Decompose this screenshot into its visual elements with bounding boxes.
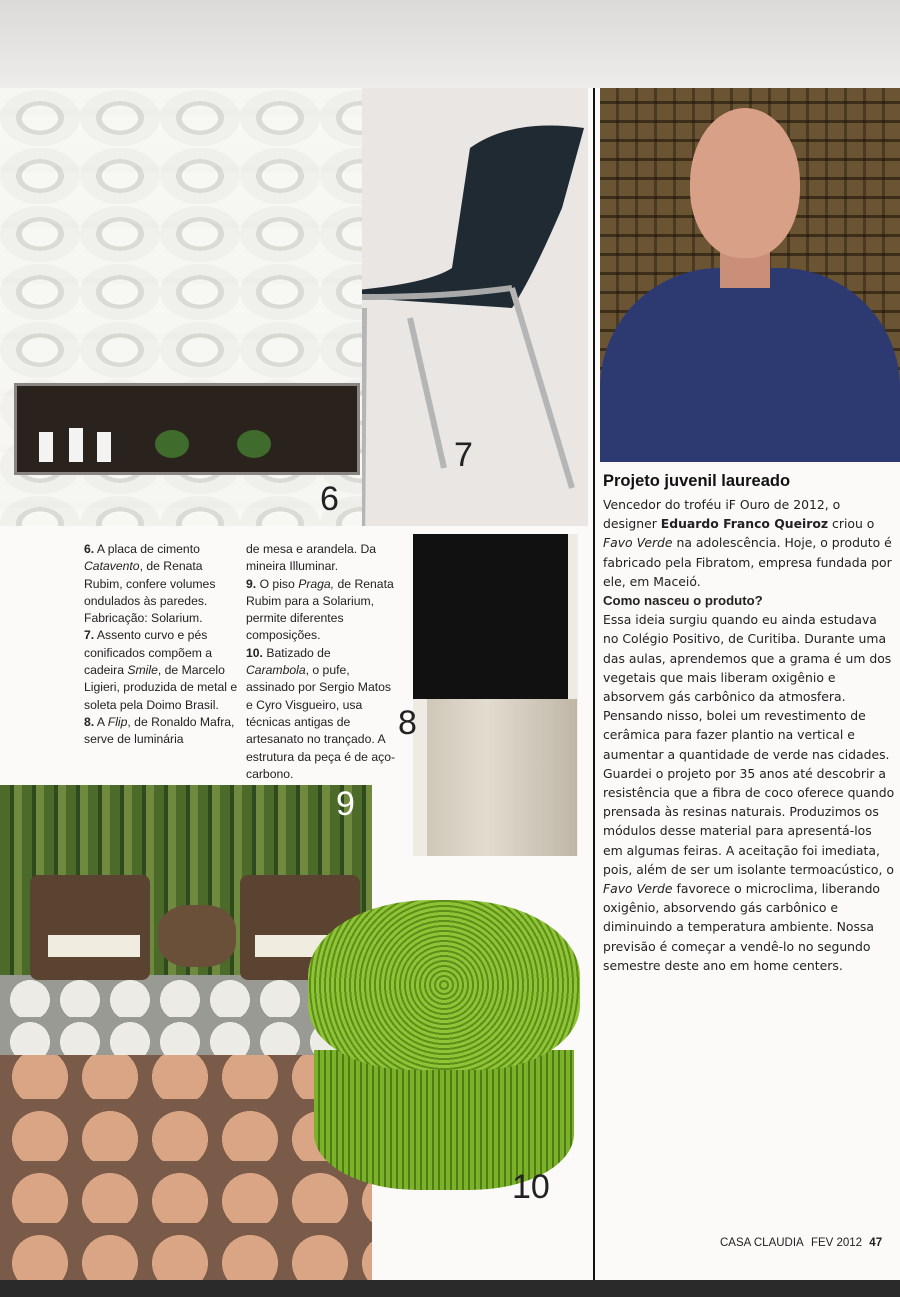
caption-text: Assento curvo e pés conificados compõem a cadeira [84,628,213,678]
lamp-photo [413,534,578,856]
potted-plant [237,430,271,458]
vase [39,432,53,462]
caption-number: 7. [84,628,95,643]
article-body [603,495,895,975]
page-number: 47 [869,1237,883,1249]
caption-7 [84,627,244,713]
vase [69,428,83,462]
caption-column-left [84,541,244,749]
answer-text: favorece o microclima, liberando oxigênio, absorvendo gás carbônico e diminuindo a temperatura ambiente. Nossa previsão é começar a vendê-lo no segundo semestre deste ano em home centers. [603,881,881,973]
caption-text: , o pufe, assinado por Sergio Matos e Cyro Visgueiro, usa técnicas antigas de artesanato no trançado. A estrutura da peça é de aço-carbono. [246,663,396,781]
item-number-9: 9 [336,785,355,823]
caption-9 [246,576,396,645]
article-title: Projeto juvenil laureado [603,472,791,490]
interview-answer [603,610,895,975]
product-name: Flip [107,714,128,729]
scan-margin-bottom [0,1280,900,1297]
chair-photo [362,88,588,526]
pouf-top [308,900,580,1070]
caption-text: A placa de cimento [96,542,200,556]
lamp-base [427,699,577,856]
issue-date: FEV 2012 [810,1237,863,1249]
interview-question: Como nasceu o produto? [603,593,763,609]
carambola-pouf-photo [308,900,580,1200]
lamp-shade [413,534,568,699]
designer-name: Eduardo Franco Queiroz [660,516,829,532]
item-number-6: 6 [320,480,339,518]
page-footer [720,1237,886,1249]
caption-6 [84,541,244,627]
caption-number: 10. [246,645,263,660]
designer-portrait-photo [600,88,900,462]
vase [97,432,111,462]
item-number-8: 8 [398,704,417,742]
seat-cushion [48,935,140,957]
caption-number: 8. [84,714,95,729]
column-divider [593,88,595,1280]
potted-plant [155,430,189,458]
caption-8 [84,714,244,749]
head [690,108,800,258]
caption-text: de Renata Rubim para a Solarium, permite diferentes composições. [246,576,394,643]
caption-8-cont: de mesa e arandela. Da mineira Illuminar. [246,542,377,574]
article-intro [603,495,895,591]
caption-column-right [246,541,396,783]
intro-text: criou o [832,516,875,532]
caption-text: O piso [259,576,295,591]
caption-10 [246,645,396,783]
item-number-7: 7 [454,436,473,474]
item-number-10: 10 [512,1168,550,1206]
wicker-armchair [30,875,150,980]
wall-niche [14,383,360,475]
wicker-table [158,905,236,967]
product-name: Favo Verde [603,535,673,551]
wall-panel-photo [0,88,362,526]
chair-illustration [362,88,588,526]
shirt [600,268,900,462]
magazine-name: CASA CLAUDIA [720,1237,804,1249]
product-name: Favo Verde [603,881,673,897]
caption-text: A [96,714,105,729]
caption-text: Batizado de [266,645,331,660]
article [603,472,895,975]
product-name: Catavento [84,559,140,574]
answer-text: Essa ideia surgiu quando eu ainda estudava no Colégio Positivo, de Curitiba. Durante uma das aulas, aprendemos que a grama é um dos vegetais que mais liberam oxigênio e absorvem gás carbônico da atmosfera. Pensando nisso, bolei um revestimento de cerâmica para fazer plantio na vertical e aumentar a quantidade de verde nas cidades. Guardei o projeto por 35 anos até descobrir a resistência que a fibra de coco oferece quando prensada às resinas naturais. Produzimos os módulos desse material para apresentá-los em algumas feiras. A aceitação foi imediata, pois, além de ser um isolante termoacústico, o [603,612,895,877]
caption-text: , de Marcelo Ligieri, produzida de metal e soleta pela Doimo Brasil. [84,663,238,712]
scan-margin-top [0,0,900,88]
product-name: Carambola [246,663,306,678]
caption-number: 9. [246,576,257,591]
caption-text: , de Ronaldo Mafra, serve de luminária [84,714,235,747]
intro-text: Vencedor do troféu iF Ouro de 2012, o designer [603,497,841,532]
product-name: Praga, [298,576,335,591]
caption-number: 6. [84,542,95,556]
product-name: Smile [127,663,158,678]
intro-text: na adolescência. Hoje, o produto é fabricado pela Fibratom, empresa fundada por ele, em Maceió. [603,535,892,589]
caption-text: , de Renata Rubim, confere volumes ondulados às paredes. Fabricação: Solarium. [84,559,216,626]
